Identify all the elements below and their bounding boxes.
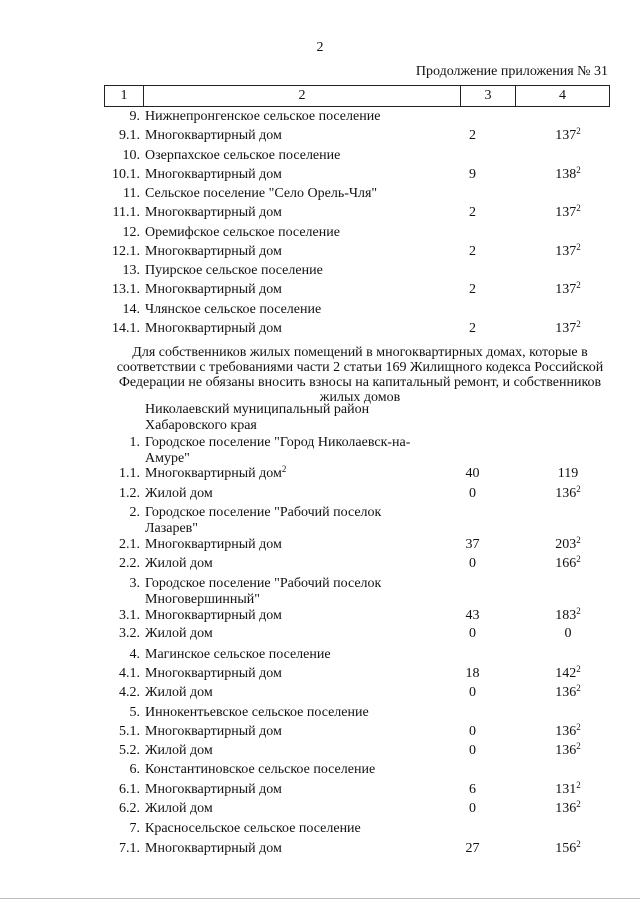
row-number: 4.2. (119, 685, 140, 700)
row-number: 12. (122, 225, 140, 240)
row-name: Жилой дом (145, 801, 213, 816)
row-name: Члянское сельское поселение (145, 302, 322, 317)
superscript: 2 (576, 203, 581, 213)
row-number: 2.1. (119, 537, 140, 552)
row-name: Многоквартирный дом (145, 537, 282, 552)
row-name: Многоквартирный дом (145, 244, 282, 259)
row-number: 2.2. (119, 556, 140, 571)
page-bottom-line (0, 898, 640, 899)
superscript: 2 (576, 780, 581, 790)
superscript: 2 (576, 554, 581, 564)
row-name: Иннокентьевское сельское поселение (145, 705, 369, 720)
row-name: Жилой дом (145, 626, 213, 641)
row-name: Многоквартирный дом (145, 724, 282, 739)
row-rate: $138^2$ (555, 165, 581, 182)
superscript: 2 (576, 535, 581, 545)
superscript: 2 (281, 464, 287, 474)
superscript: 2 (576, 664, 581, 674)
row-count: 2 (469, 244, 476, 259)
region-title: Николаевский муниципальный район Хабаровского края (145, 402, 370, 433)
row-number: 1. (129, 435, 140, 450)
row-name: Городское поселение "Город Николаевск-на-Амуре" (145, 435, 411, 466)
row-count: 0 (469, 743, 476, 758)
row-rate: $137^2$ (555, 319, 581, 336)
row-rate: $136^2$ (555, 484, 581, 501)
row-count: 0 (469, 724, 476, 739)
row-count: 40 (465, 466, 480, 481)
row-rate: $203^2$ (555, 535, 581, 552)
row-number: 4. (129, 647, 140, 662)
row-count: 27 (465, 841, 480, 856)
row-count: 0 (469, 556, 476, 571)
row-number: 3. (129, 576, 140, 591)
row-count: 6 (469, 782, 476, 797)
row-rate: $136^2$ (555, 683, 581, 700)
superscript: 2 (576, 484, 581, 494)
row-rate: $137^2$ (555, 242, 581, 259)
row-count: 0 (469, 685, 476, 700)
row-rate: $137^2$ (555, 280, 581, 297)
row-count: 9 (469, 167, 476, 182)
superscript: 2 (576, 165, 581, 175)
row-count: 2 (469, 205, 476, 220)
row-number: 9.1. (119, 128, 140, 143)
row-name: Жилой дом (145, 685, 213, 700)
header-col-2: 2 (298, 88, 306, 103)
row-rate: $156^2$ (555, 839, 581, 856)
row-count: 37 (465, 537, 480, 552)
row-name: Магинское сельское поселение (145, 647, 331, 662)
row-name: Пуирское сельское поселение (145, 263, 323, 278)
superscript: 2 (576, 722, 581, 732)
header-col-1: 1 (120, 88, 128, 103)
header-col-4: 4 (559, 88, 566, 103)
row-number: 11.1. (112, 205, 140, 220)
row-number: 1.1. (119, 466, 140, 481)
header-col-3: 3 (484, 88, 492, 103)
superscript: 2 (576, 280, 581, 290)
row-name: Красносельское сельское поселение (145, 821, 361, 836)
row-rate: 0 (564, 626, 572, 641)
row-count: 0 (469, 801, 476, 816)
row-number: 5.1. (119, 724, 140, 739)
superscript: 2 (576, 839, 581, 849)
row-count: 2 (469, 128, 476, 143)
row-number: 7.1. (119, 841, 140, 856)
row-name: Многоквартирный дом$^2$ (145, 464, 287, 481)
row-name: Оремифское сельское поселение (145, 225, 340, 240)
row-number: 11. (123, 186, 140, 201)
row-number: 14.1. (112, 321, 140, 336)
row-name: Константиновское сельское поселение (145, 762, 376, 777)
row-name: Многоквартирный дом (145, 782, 282, 797)
row-name: Многоквартирный дом (145, 128, 282, 143)
row-name: Озерпахское сельское поселение (145, 148, 341, 163)
row-count: 2 (469, 282, 476, 297)
row-number: 10. (122, 148, 140, 163)
row-name: Жилой дом (145, 486, 213, 501)
row-rate: $183^2$ (555, 606, 581, 623)
section-text: Для собственников жилых помещений в многоквартирных домах, которые в соответствии с требованиями части 2 статьи 169 Жилищного кодекса Российской Федерации не обязаны вносить взносы на капитальный ремонт, и собственников жилых домов (116, 345, 604, 405)
row-rate: $142^2$ (555, 664, 581, 681)
page-number: 2 (316, 40, 324, 55)
row-number: 7. (129, 821, 140, 836)
row-number: 6. (129, 762, 140, 777)
row-number: 13.1. (112, 282, 140, 297)
row-name: Многоквартирный дом (145, 205, 282, 220)
table-header (104, 85, 610, 107)
row-name: Многоквартирный дом (145, 321, 282, 336)
row-number: 10.1. (112, 167, 140, 182)
row-rate: 119 (557, 466, 579, 481)
appendix-label: Продолжение приложения № 31 (415, 64, 608, 79)
row-name: Сельское поселение "Село Орель-Чля" (145, 186, 378, 201)
row-number: 3.2. (119, 626, 140, 641)
row-name: Городское поселение "Рабочий поселок Многовершинный" (145, 576, 382, 607)
superscript: 2 (576, 799, 581, 809)
row-name: Многоквартирный дом (145, 841, 282, 856)
row-name: Жилой дом (145, 556, 213, 571)
row-count: 0 (469, 626, 476, 641)
row-number: 6.2. (119, 801, 140, 816)
row-rate: $137^2$ (555, 126, 581, 143)
row-number: 13. (122, 263, 140, 278)
row-number: 4.1. (119, 666, 140, 681)
row-rate: $137^2$ (555, 203, 581, 220)
row-count: 18 (465, 666, 480, 681)
row-number: 2. (129, 505, 140, 520)
row-rate: $136^2$ (555, 741, 581, 758)
superscript: 2 (576, 606, 581, 616)
row-name: Многоквартирный дом (145, 167, 282, 182)
row-number: 3.1. (119, 608, 140, 623)
row-name: Многоквартирный дом (145, 608, 282, 623)
row-rate: $166^2$ (555, 554, 581, 571)
row-name: Многоквартирный дом (145, 666, 282, 681)
row-count: 43 (465, 608, 480, 623)
row-rate: $136^2$ (555, 722, 581, 739)
row-number: 12.1. (112, 244, 140, 259)
row-name: Нижнепронгенское сельское поселение (145, 109, 381, 124)
row-rate: $136^2$ (555, 799, 581, 816)
row-name: Жилой дом (145, 743, 213, 758)
superscript: 2 (576, 242, 581, 252)
row-count: 2 (469, 321, 476, 336)
superscript: 2 (576, 126, 581, 136)
superscript: 2 (576, 741, 581, 751)
row-number: 6.1. (119, 782, 140, 797)
row-name: Многоквартирный дом (145, 282, 282, 297)
row-number: 9. (129, 109, 140, 124)
row-number: 5. (129, 705, 140, 720)
row-name: Городское поселение "Рабочий поселок Лазарев" (145, 505, 382, 536)
superscript: 2 (576, 683, 581, 693)
row-rate: $131^2$ (555, 780, 581, 797)
row-number: 1.2. (119, 486, 140, 501)
superscript: 2 (576, 319, 581, 329)
row-count: 0 (469, 486, 476, 501)
row-number: 5.2. (119, 743, 140, 758)
row-number: 14. (122, 302, 140, 317)
